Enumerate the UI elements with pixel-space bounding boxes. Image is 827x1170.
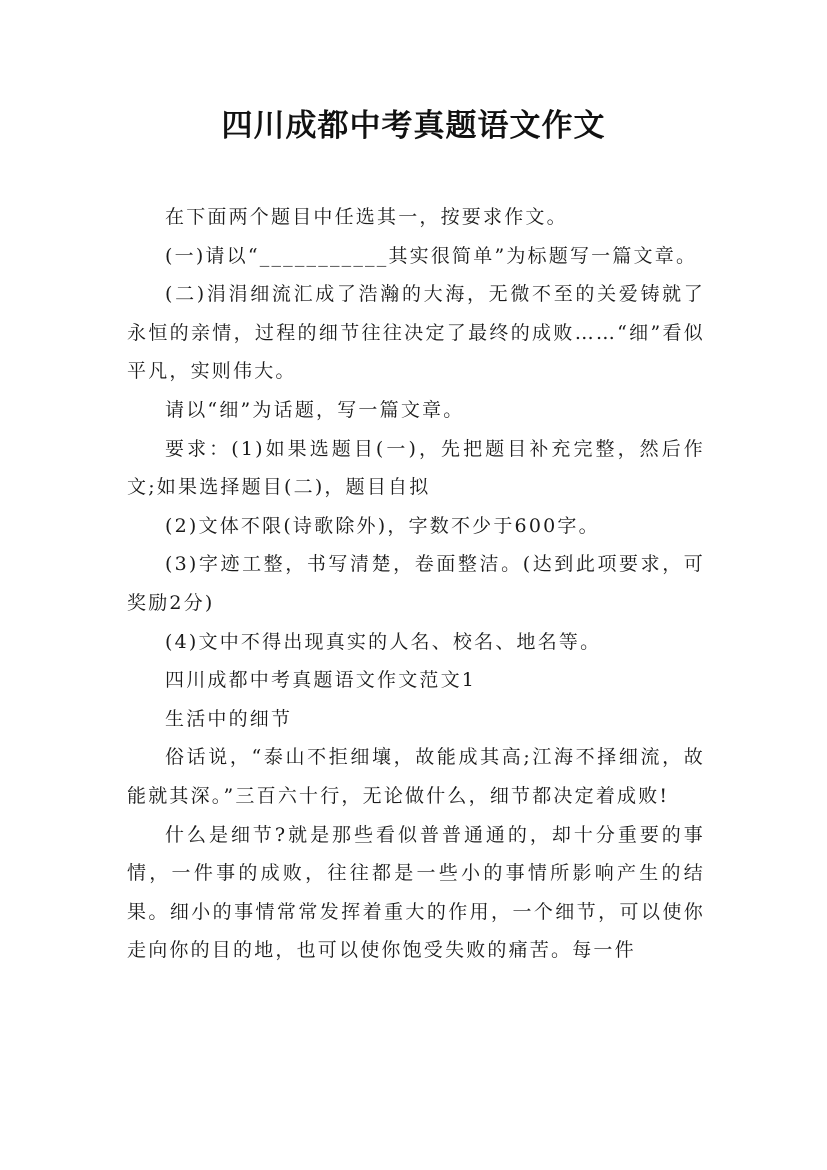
sample-essay-heading: 四川成都中考真题语文作文范文1 bbox=[165, 669, 477, 692]
paragraph-option-one: (一)请以“___________其实很简单”为标题写一篇文章。 bbox=[165, 244, 698, 267]
paragraph-instruction: 在下面两个题目中任选其一，按要求作文。 bbox=[165, 206, 568, 228]
paragraph-requirement-2: (2)文体不限(诗歌除外)，字数不少于600字。 bbox=[165, 514, 600, 537]
sample-essay-title: 生活中的细节 bbox=[165, 707, 293, 730]
paragraph-requirement-1: 要求：(1)如果选题目(一)，先把题目补充完整，然后作文;如果选择题目(二)，题目自拟 bbox=[127, 437, 705, 499]
document-title: 四川成都中考真题语文作文 bbox=[221, 108, 606, 144]
essay-paragraph-2: 什么是细节?就是那些看似普普通通的，却十分重要的事情，一件事的成败，往往都是一些小的事情所影响产生的结果。细小的事情常常发挥着重大的作用，一个细节，可以使你走向你的目的地，也可以使你饱受失败的痛苦。每一件 bbox=[127, 823, 705, 962]
document-body bbox=[127, 198, 705, 970]
paragraph-requirement-4: (4)文中不得出现真实的人名、校名、地名等。 bbox=[165, 630, 602, 653]
paragraph-requirement-3: (3)字迹工整，书写清楚，卷面整洁。(达到此项要求，可奖励2分) bbox=[127, 553, 705, 614]
essay-paragraph-1: 俗话说，“泰山不拒细壤，故能成其高;江海不择细流，故能就其深。”三百六十行，无论做什么，细节都决定着成败! bbox=[127, 746, 705, 807]
paragraph-topic-prompt: 请以“细”为话题，写一篇文章。 bbox=[165, 398, 465, 421]
paragraph-option-two: (二)涓涓细流汇成了浩瀚的大海，无微不至的关爱铸就了永恒的亲情，过程的细节往往决定了最终的成败……“细”看似平凡，实则伟大。 bbox=[127, 283, 705, 383]
